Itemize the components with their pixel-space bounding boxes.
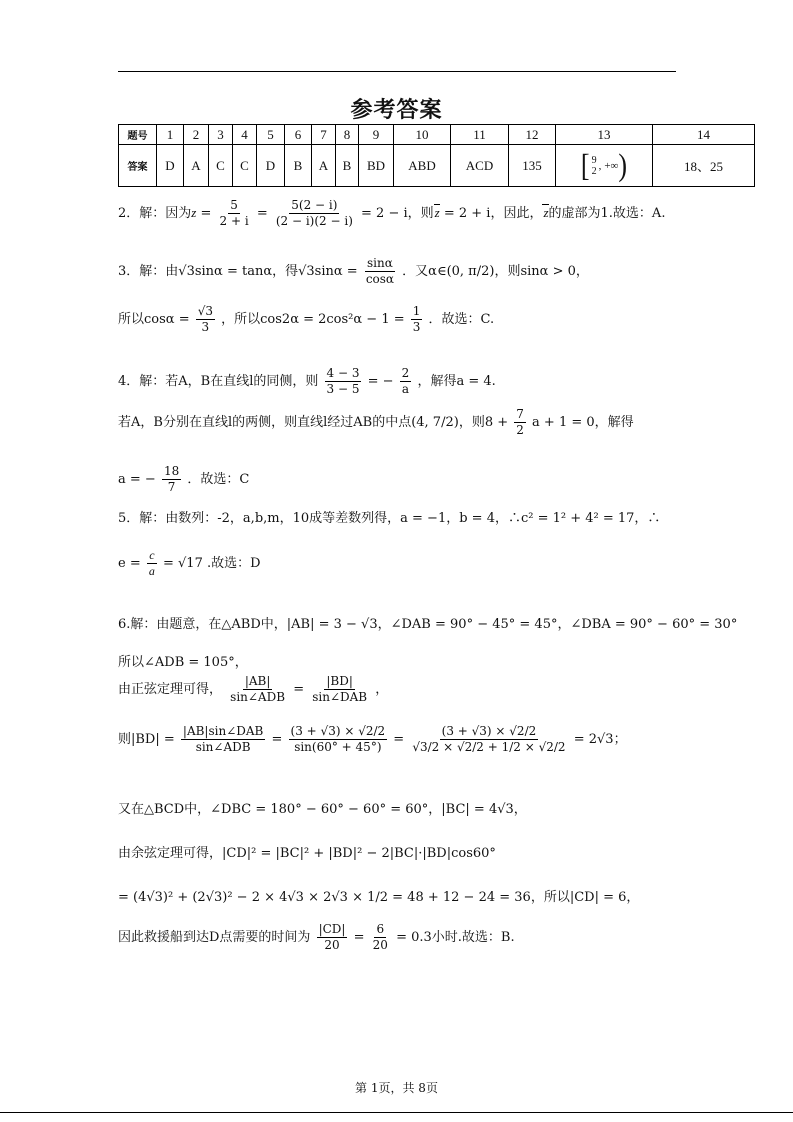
number-cell: 14 — [653, 125, 755, 145]
table-row-numbers — [119, 125, 755, 145]
solution-6-line-2: 所以∠ADB = 105°， — [118, 655, 248, 670]
number-cell: 12 — [509, 125, 556, 145]
number-cell: 5 — [257, 125, 285, 145]
fraction: $\frac{|CD|}{20}$ — [318, 922, 346, 952]
fraction: $\frac{5}{2 + i}$ — [219, 198, 249, 228]
solution-5-line-2: e = $\frac{c}{a}$ = √17 .故选：D — [118, 548, 261, 578]
number-cell: 10 — [394, 125, 451, 145]
answer-cell: 18、25 — [653, 145, 755, 187]
fraction: $\frac{6}{20}$ — [372, 922, 388, 952]
solution-3-line-1: 3．解：由√3sinα = tanα，得√3sinα = $\frac{\sin\alpha}{\cos\alpha}$ ．又α∈(0, π/2)，则sinα > 0， — [118, 256, 589, 286]
footer-rule — [0, 1112, 793, 1113]
answer-table — [118, 124, 755, 187]
answer-cell: B — [285, 145, 312, 187]
number-cell: 4 — [233, 125, 257, 145]
fraction: |AB|sin∠DAB sin∠ADB — [182, 724, 264, 754]
solution-6-line-4: 则|BD| = |AB|sin∠DAB sin∠ADB = $\frac{(3 + √3) \times √2/2}{\sin(60^\circ + 45^\circ)}$ = $\frac{(3 + √3) \times √2/2}{√3/2 \times √2/2 + 1/2 \times √2/2}$ = 2√3； — [118, 724, 627, 754]
table-row-answers — [119, 145, 755, 187]
answer-cell-13 — [556, 145, 653, 187]
answer-cell: ACD — [451, 145, 509, 187]
solution-6-line-1: 6.解：由题意，在△ABD中，|AB| = 3 − √3，∠DAB = 90° − 45° = 45°，∠DBA = 90° − 60° = 30° — [118, 617, 738, 632]
number-cell: 8 — [336, 125, 359, 145]
answer-cell: C — [209, 145, 233, 187]
solution-6-line-3: 由正弦定理可得， |AB| sin∠ADB = |BD| sin∠DAB ， — [118, 674, 389, 704]
number-cell: 3 — [209, 125, 233, 145]
answer-cell: ABD — [394, 145, 451, 187]
solution-6-line-7: = (4√3)² + (2√3)² − 2 × 4√3 × 2√3 × 1/2 = 48 + 12 − 24 = 36，所以|CD| = 6， — [118, 890, 640, 905]
answer-cell: C — [233, 145, 257, 187]
fraction: $\frac{2}{a}$ — [401, 366, 410, 396]
solution-3-line-2: 所以cosα = $\frac{√3}{3}$ ，所以cos2α = 2cos²α − 1 = $\frac{1}{3}$ ．故选：C. — [118, 304, 495, 334]
page-title: 参考答案 — [350, 98, 443, 123]
solution-6-line-5: 又在△BCD中，∠DBC = 180° − 60° − 60° = 60°，|BC| = 4√3， — [118, 802, 527, 817]
answer-label: 答案 — [119, 145, 157, 187]
fraction: $\frac{c}{a}$ — [148, 548, 155, 578]
solution-2: 2．解：因为z = $\frac{5}{2 + i}$ = $\frac{5(2 - i)}{(2 - i)(2 - i)}$ = 2 − i，则z = 2 + i，因此，z的虚部为1.故选：A. — [118, 198, 666, 228]
page-footer: 第 1页，共 8页 — [355, 1081, 438, 1095]
number-cell: 7 — [312, 125, 336, 145]
fraction: $\frac{(3 + √3) \times √2/2}{\sin(60^\circ + 45^\circ)}$ — [290, 724, 386, 754]
answer-cell: A — [312, 145, 336, 187]
fraction: $\frac{1}{3}$ — [412, 304, 421, 334]
answer-cell: A — [184, 145, 209, 187]
fraction: $\frac{√3}{3}$ — [197, 304, 213, 334]
fraction: $\frac{4 - 3}{3 - 5}$ — [326, 366, 360, 396]
fraction: $\frac{18}{7}$ — [163, 464, 180, 494]
solution-4-line-3: a = − $\frac{18}{7}$ ．故选：C — [118, 464, 250, 494]
number-cell: 9 — [359, 125, 394, 145]
solution-6-line-6: 由余弦定理可得，|CD|² = |BC|² + |BD|² − 2|BC|·|BD|cos60° — [118, 846, 496, 861]
fraction: $\frac{\sin\alpha}{\cos\alpha}$ — [365, 256, 395, 286]
answer-cell: B — [336, 145, 359, 187]
solution-5-line-1: 5．解：由数列：-2，a,b,m，10成等差数列得，a = −1，b = 4，∴c² = 1² + 4² = 17，∴ — [118, 511, 661, 526]
answer-cell: D — [257, 145, 285, 187]
solution-4-line-2: 若A，B分别在直线l的两侧，则直线l经过AB的中点(4, 7/2)，则8 + $\frac{7}{2}$ a + 1 = 0，解得 — [118, 407, 634, 437]
fraction: $\frac{7}{2}$ — [516, 407, 524, 437]
solution-6-line-8: 因此救援船到达D点需要的时间为 $\frac{|CD|}{20}$ = $\frac{6}{20}$ = 0.3小时.故选：B. — [118, 922, 515, 952]
answer-cell: D — [157, 145, 184, 187]
number-cell: 2 — [184, 125, 209, 145]
fraction: $\frac{(3 + √3) \times √2/2}{√3/2 \times √2/2 + 1/2 \times √2/2}$ — [412, 724, 566, 754]
answer-cell: BD — [359, 145, 394, 187]
fraction: $\frac{5(2 - i)}{(2 - i)(2 - i)}$ — [275, 198, 353, 228]
number-cell: 6 — [285, 125, 312, 145]
fraction: |BD| sin∠DAB — [312, 674, 368, 704]
header-label: 题号 — [119, 125, 157, 145]
answer-cell: 135 — [509, 145, 556, 187]
number-cell: 1 — [157, 125, 184, 145]
fraction: |AB| sin∠ADB — [230, 674, 286, 704]
number-cell: 13 — [556, 125, 653, 145]
interval-answer: [ 9 2 , +∞ ) — [580, 147, 628, 183]
solution-4-line-1: 4．解：若A，B在直线l的同侧，则 $\frac{4 - 3}{3 - 5}$ = − $\frac{2}{a}$ ，解得a = 4. — [118, 366, 496, 396]
number-cell: 11 — [451, 125, 509, 145]
header-rule — [118, 71, 676, 72]
